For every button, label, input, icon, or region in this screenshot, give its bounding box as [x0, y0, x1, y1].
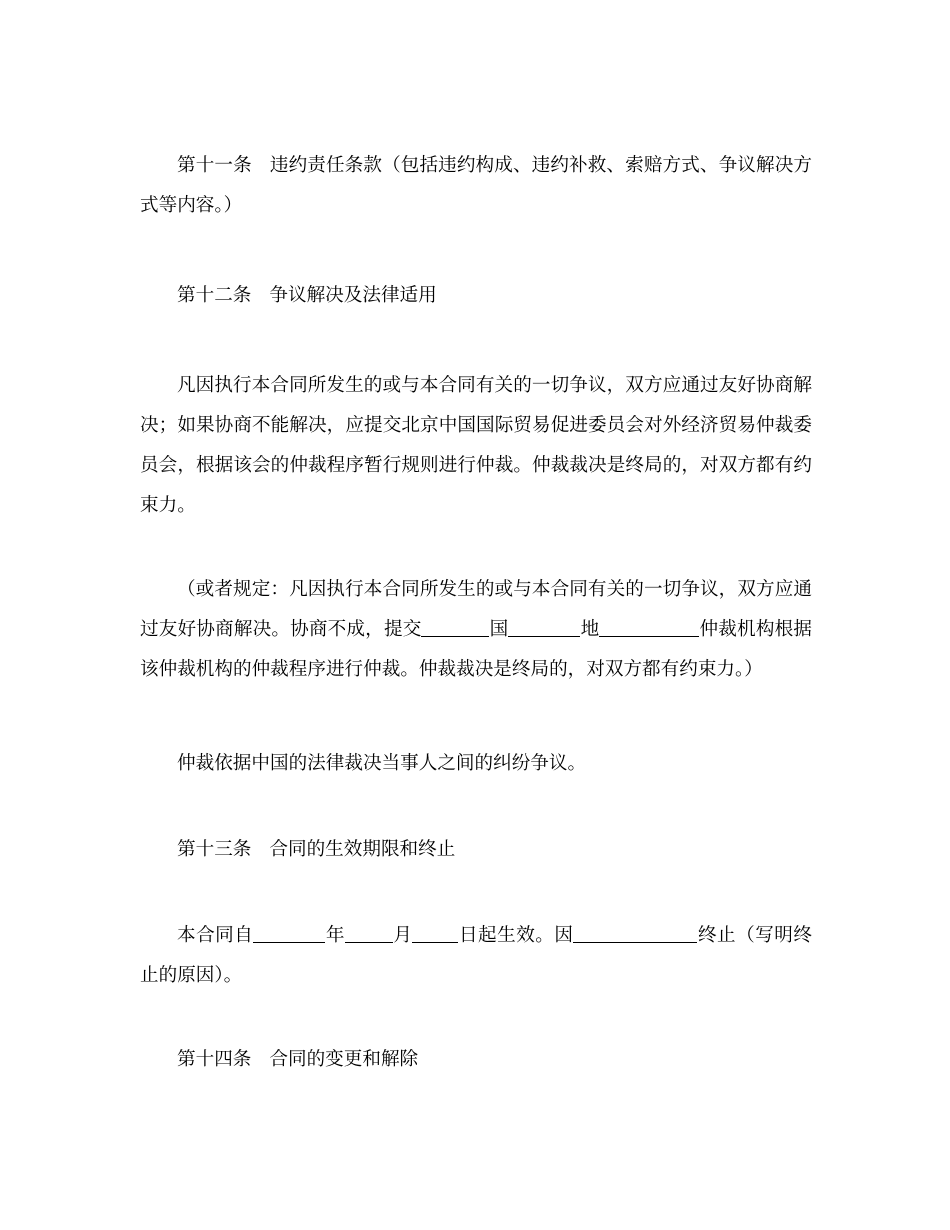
alternative-text-1: （或者规定：凡因执行本合同所发生的或与本合同有关的一切争议，双方应通过友好协商解决。协商不成，提交	[140, 579, 812, 640]
arbitration-paragraph: 凡因执行本合同所发生的或与本合同有关的一切争议，双方应通过友好协商解决；如果协商不能解决，应提交北京中国国际贸易促进委员会对外经济贸易仲裁委员会，根据该会的仲裁程序暂行规则进行仲裁。仲裁裁决是终局的，对双方都有约束力。	[140, 375, 812, 516]
effective-text-4: 日起生效。因	[458, 925, 574, 946]
institution-blank	[599, 617, 699, 637]
alternative-text-4: 仲裁机构根据该仲裁机构的仲裁程序进行仲裁。仲裁裁决是终局的，对双方都有约束力。）	[140, 619, 812, 680]
termination-reason-blank	[573, 923, 697, 943]
effective-text-2: 年	[325, 925, 345, 946]
article-11	[140, 146, 812, 226]
alternative-arbitration-paragraph	[140, 570, 812, 690]
country-blank	[421, 617, 489, 637]
effective-text-3: 月	[392, 925, 413, 946]
month-blank	[345, 923, 393, 943]
effective-text-5: 终止（写明终止的原因）。	[140, 925, 812, 986]
article-14-number: 第十四条	[177, 1049, 252, 1070]
article-14-title: 合同的变更和解除	[269, 1049, 419, 1070]
year-blank	[253, 923, 325, 943]
article-12-title: 争议解决及法律适用	[269, 285, 437, 306]
alternative-text-3: 地	[580, 619, 600, 640]
day-blank	[412, 923, 458, 943]
effective-text-1: 本合同自	[177, 925, 254, 946]
article-12-number: 第十二条	[177, 285, 252, 306]
governing-law-paragraph: 仲裁依据中国的法律裁决当事人之间的纠纷争议。	[177, 753, 587, 774]
article-14	[140, 1040, 812, 1080]
article-13-number: 第十三条	[177, 839, 252, 860]
article-11-title: 违约责任条款（包括违约构成、违约补救、索赔方式、争议解决方式等内容。）	[140, 155, 812, 216]
article-12	[140, 276, 812, 316]
article-11-number: 第十一条	[177, 155, 252, 176]
alternative-text-2: 国	[489, 619, 509, 640]
place-blank	[508, 617, 580, 637]
effective-period-paragraph	[140, 916, 812, 996]
article-13	[140, 830, 812, 870]
article-13-title: 合同的生效期限和终止	[269, 839, 456, 860]
